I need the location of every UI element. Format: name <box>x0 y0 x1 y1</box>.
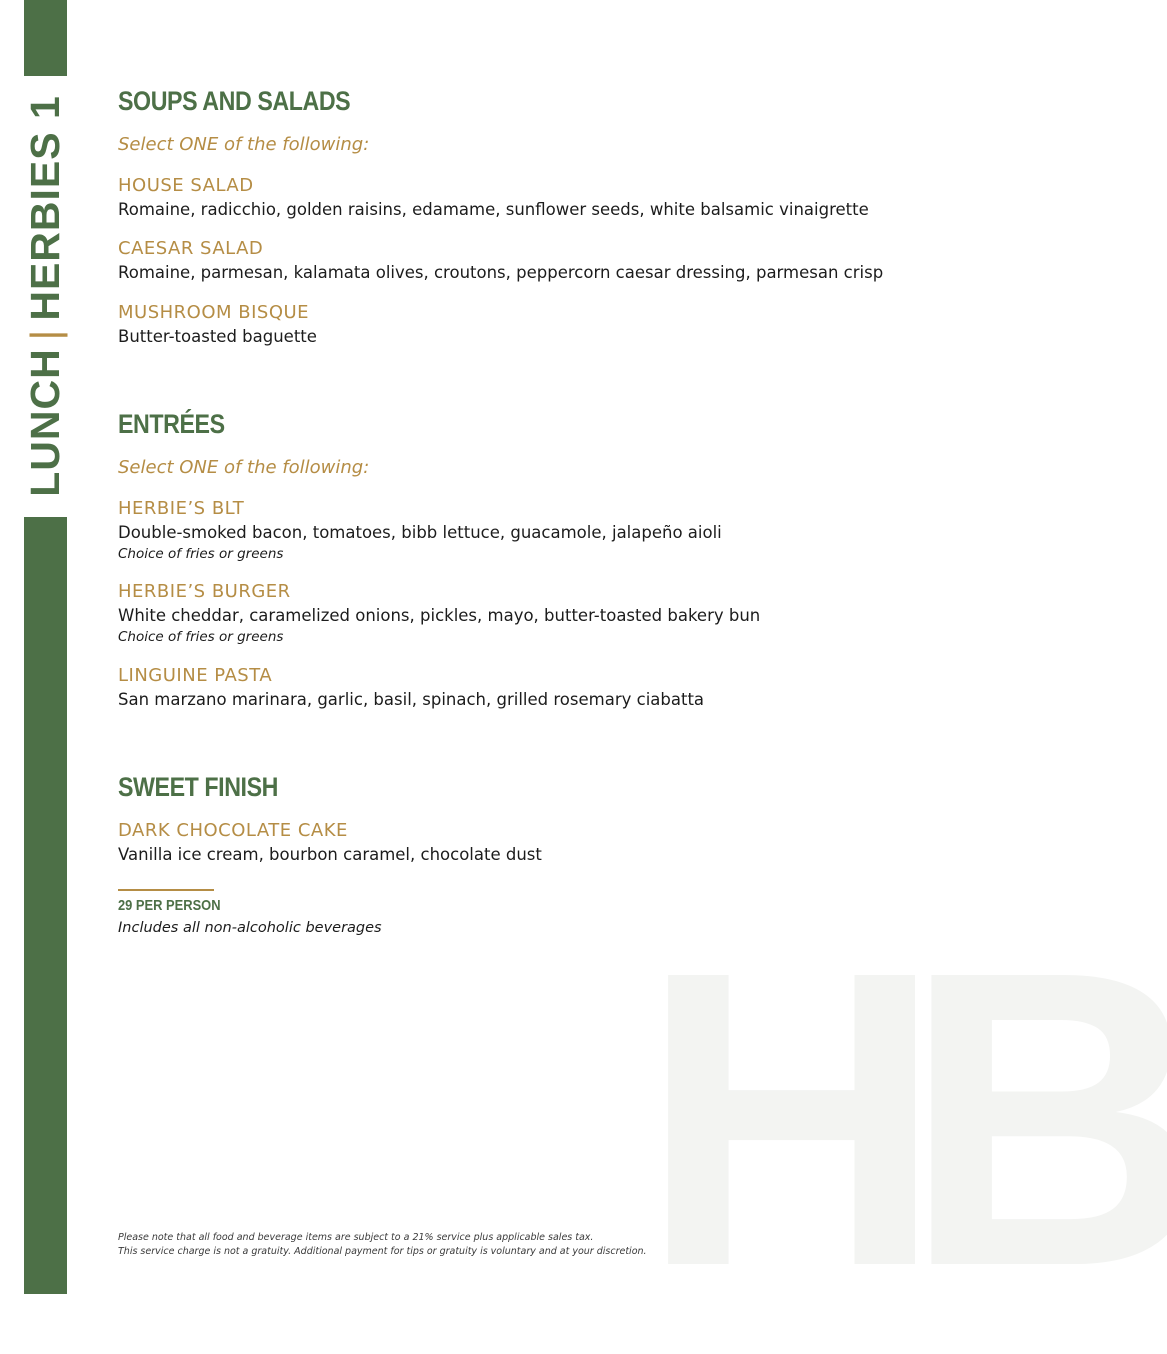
menu-item-desc: Romaine, parmesan, kalamata olives, croutons, peppercorn caesar dressing, parmesan crisp <box>118 263 884 282</box>
menu-item-name: HERBIE’S BURGER <box>118 581 291 602</box>
menu-item-name: DARK CHOCOLATE CAKE <box>118 820 348 841</box>
menu-item-name: LINGUINE PASTA <box>118 665 273 686</box>
select-note: Select ONE of the following: <box>118 457 370 478</box>
menu-item-name: CAESAR SALAD <box>118 238 264 259</box>
menu-item-desc: Vanilla ice cream, bourbon caramel, chocolate dust <box>118 845 542 864</box>
menu-item-sub: Choice of fries or greens <box>118 546 284 562</box>
section-heading-entrees: ENTRÉES <box>118 409 225 439</box>
menu-item-name: HERBIE’S BLT <box>118 498 245 519</box>
side-bar-bottom <box>24 517 67 1294</box>
section-heading-soups-salads: SOUPS AND SALADS <box>118 86 351 116</box>
select-note: Select ONE of the following: <box>118 134 370 155</box>
menu-item-name: HOUSE SALAD <box>118 175 254 196</box>
menu-item-desc: San marzano marinara, garlic, basil, spinach, grilled rosemary ciabatta <box>118 690 705 709</box>
hb-watermark-logo: HB <box>640 885 1167 1354</box>
price-per-person: 29 PER PERSON <box>118 897 221 914</box>
side-title-separator: | <box>21 328 68 341</box>
disclaimer-line-1: Please note that all food and beverage items are subject to a 21% service plus applicable sales tax. <box>118 1232 594 1243</box>
menu-item-sub: Choice of fries or greens <box>118 629 284 645</box>
disclaimer-line-2: This service charge is not a gratuity. Additional payment for tips or gratuity is voluntary and at your discretion. <box>118 1246 647 1257</box>
disclaimer <box>118 1231 647 1259</box>
section-heading-sweet-finish: SWEET FINISH <box>118 772 278 802</box>
menu-item-desc: White cheddar, caramelized onions, pickles, mayo, butter-toasted bakery bun <box>118 606 761 625</box>
price-note: Includes all non-alcoholic beverages <box>118 920 382 936</box>
menu-item-desc: Butter-toasted baguette <box>118 327 317 346</box>
price-divider <box>118 889 214 891</box>
menu-item-desc: Double-smoked bacon, tomatoes, bibb lettuce, guacamole, jalapeño aioli <box>118 523 722 542</box>
side-title-lunch: LUNCH <box>21 348 68 497</box>
side-bar-top <box>24 0 67 76</box>
side-title <box>22 76 68 516</box>
menu-item-name: MUSHROOM BISQUE <box>118 302 310 323</box>
menu-item-desc: Romaine, radicchio, golden raisins, edamame, sunflower seeds, white balsamic vinaigrette <box>118 200 869 219</box>
side-title-herbies: HERBIES 1 <box>21 95 68 321</box>
